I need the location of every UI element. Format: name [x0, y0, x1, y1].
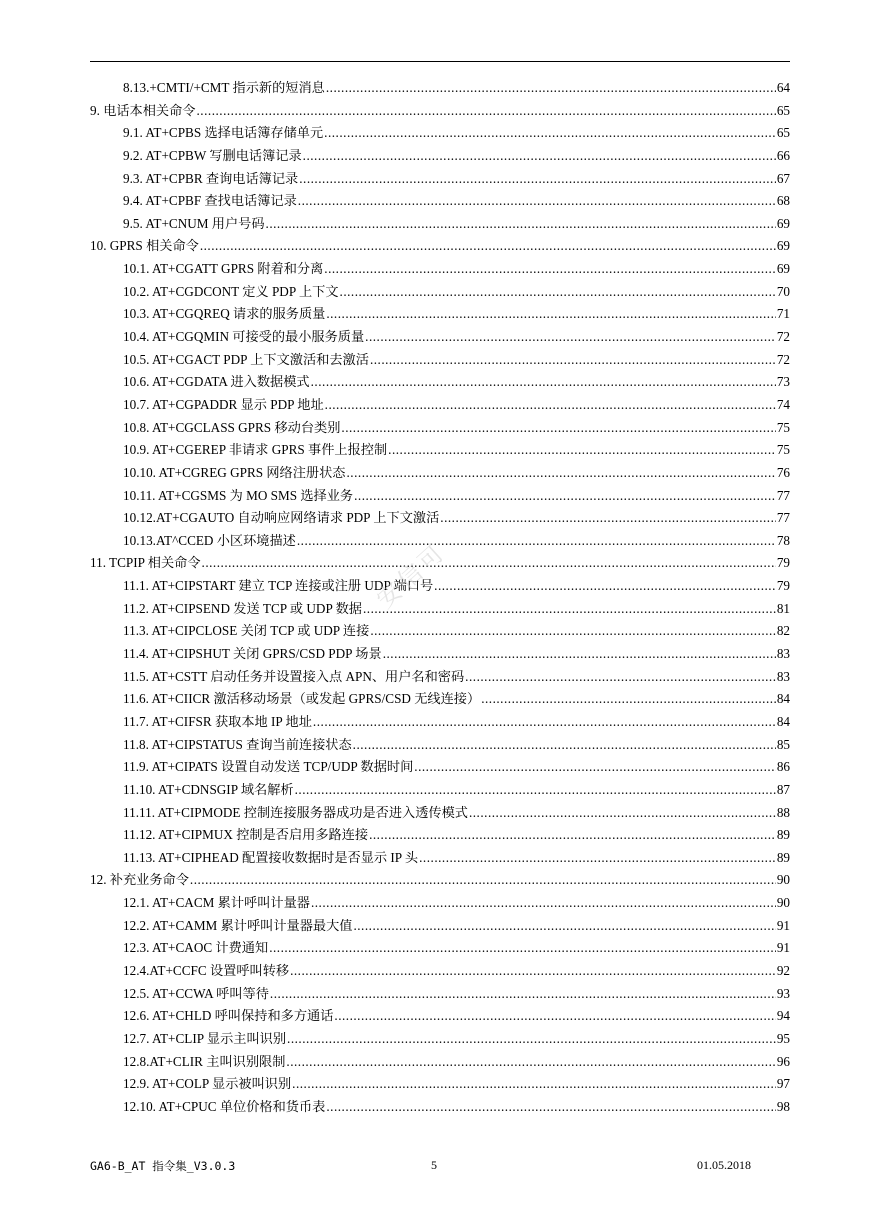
- toc-entry-label: 12.6. AT+CHLD 呼叫保持和多方通话: [123, 1008, 334, 1024]
- toc-leader-dots: [270, 983, 776, 1006]
- toc-entry[interactable]: [90, 847, 790, 870]
- toc-entry-page: 75: [776, 442, 790, 458]
- toc-entry-page: 68: [776, 193, 790, 209]
- toc-entry-page: 91: [776, 917, 790, 933]
- toc-entry-page: 77: [776, 487, 790, 503]
- toc-entry-label: 12.8.AT+CLIR 主叫识别限制: [123, 1053, 286, 1069]
- toc-entry-page: 95: [776, 1030, 790, 1046]
- toc-leader-dots: [311, 892, 776, 915]
- toc-entry-label: 9.3. AT+CPBR 查询电话簿记录: [123, 170, 299, 186]
- toc-entry[interactable]: [90, 349, 790, 372]
- toc-entry-label: 9.4. AT+CPBF 查找电话簿记录: [123, 193, 297, 209]
- toc-entry-label: 11.6. AT+CIICR 激活移动场景（或发起 GPRS/CSD 无线连接）: [123, 691, 481, 707]
- toc-entry-page: 92: [776, 962, 790, 978]
- toc-entry-label: 11.8. AT+CIPSTATUS 查询当前连接状态: [123, 736, 352, 752]
- toc-entry-label: 11.13. AT+CIPHEAD 配置接收数据时是否显示 IP 头: [123, 849, 419, 865]
- watermark: 安信可: [371, 536, 453, 614]
- toc-entry[interactable]: [90, 439, 790, 462]
- toc-entry-page: 67: [776, 170, 790, 186]
- toc-leader-dots: [340, 281, 776, 304]
- toc-entry[interactable]: [90, 1073, 790, 1096]
- toc-leader-dots: [414, 756, 776, 779]
- toc-entry-label: 10.8. AT+CGCLASS GPRS 移动台类别: [123, 419, 341, 435]
- toc-entry-label: 12.1. AT+CACM 累计呼叫计量器: [123, 895, 310, 911]
- toc-entry[interactable]: [90, 394, 790, 417]
- toc-entry-label: 10.3. AT+CGQREQ 请求的服务质量: [123, 306, 326, 322]
- toc-leader-dots: [190, 869, 776, 892]
- toc-leader-dots: [298, 190, 776, 213]
- toc-entry-label: 10.2. AT+CGDCONT 定义 PDP 上下文: [123, 283, 339, 299]
- toc-leader-dots: [365, 326, 776, 349]
- toc-leader-dots: [354, 485, 776, 508]
- toc-entry[interactable]: [90, 145, 790, 168]
- toc-leader-dots: [266, 213, 776, 236]
- toc-entry-label: 12.10. AT+CPUC 单位价格和货币表: [123, 1098, 326, 1114]
- toc-entry-label: 11.11. AT+CIPMODE 控制连接服务器成功是否进入透传模式: [123, 804, 468, 820]
- toc-entry[interactable]: [90, 77, 790, 100]
- toc-entry-label: 11.4. AT+CIPSHUT 关闭 GPRS/CSD PDP 场景: [123, 646, 382, 662]
- toc-entry[interactable]: [90, 1051, 790, 1074]
- toc-leader-dots: [334, 1005, 775, 1028]
- toc-entry[interactable]: [90, 507, 790, 530]
- toc-entry-page: 88: [776, 804, 790, 820]
- toc-leader-dots: [353, 734, 776, 757]
- toc-entry-page: 79: [776, 578, 790, 594]
- toc-entry-page: 78: [776, 532, 790, 548]
- toc-leader-dots: [469, 802, 776, 825]
- toc-entry[interactable]: [90, 802, 790, 825]
- toc-entry-label: 11.1. AT+CIPSTART 建立 TCP 连接或注册 UDP 端口号: [123, 578, 434, 594]
- toc-entry-label: 10.10. AT+CGREG GPRS 网络注册状态: [123, 464, 346, 480]
- toc-entry[interactable]: [90, 485, 790, 508]
- toc-entry-label: 9.5. AT+CNUM 用户号码: [123, 215, 265, 231]
- toc-entry-page: 85: [776, 736, 790, 752]
- toc-entry-label: 10.4. AT+CGQMIN 可接受的最小服务质量: [123, 329, 365, 345]
- toc-entry[interactable]: [90, 190, 790, 213]
- toc-entry-page: 90: [776, 872, 790, 888]
- toc-entry-page: 72: [776, 329, 790, 345]
- toc-entry[interactable]: [90, 575, 790, 598]
- toc-leader-dots: [290, 960, 776, 983]
- toc-entry-page: 74: [776, 396, 790, 412]
- toc-entry-label: 11.9. AT+CIPATS 设置自动发送 TCP/UDP 数据时间: [123, 759, 414, 775]
- toc-entry[interactable]: [90, 326, 790, 349]
- toc-entry-page: 91: [776, 940, 790, 956]
- toc-leader-dots: [419, 847, 776, 870]
- toc-entry-page: 81: [776, 600, 790, 616]
- toc-leader-dots: [299, 168, 776, 191]
- toc-entry-label: 12.3. AT+CAOC 计费通知: [123, 940, 269, 956]
- toc-entry[interactable]: [90, 620, 790, 643]
- toc-leader-dots: [353, 915, 775, 938]
- toc-entry[interactable]: [90, 235, 790, 258]
- footer-date: 01.05.2018: [697, 1158, 751, 1172]
- toc-entry[interactable]: [90, 643, 790, 666]
- toc-entry[interactable]: [90, 122, 790, 145]
- toc-entry-label: 12. 补充业务命令: [90, 872, 189, 888]
- toc-entry[interactable]: [90, 417, 790, 440]
- toc-leader-dots: [370, 349, 776, 372]
- toc-leader-dots: [370, 620, 776, 643]
- toc-entry-page: 87: [776, 781, 790, 797]
- toc-entry[interactable]: [90, 960, 790, 983]
- toc-leader-dots: [292, 1073, 776, 1096]
- toc-entry[interactable]: [90, 100, 790, 123]
- toc-entry-page: 71: [776, 306, 790, 322]
- toc-entry-page: 83: [776, 668, 790, 684]
- toc-entry-label: 10.6. AT+CGDATA 进入数据模式: [123, 374, 310, 390]
- toc-leader-dots: [297, 530, 776, 553]
- toc-leader-dots: [313, 711, 776, 734]
- toc-entry-label: 10.13.AT^CCED 小区环境描述: [123, 532, 296, 548]
- toc-leader-dots: [325, 394, 776, 417]
- toc-entry[interactable]: [90, 371, 790, 394]
- toc-entry[interactable]: [90, 168, 790, 191]
- toc-entry-page: 96: [776, 1053, 790, 1069]
- toc-leader-dots: [341, 417, 775, 440]
- toc-entry-label: 10.12.AT+CGAUTO 自动响应网络请求 PDP 上下文激活: [123, 510, 440, 526]
- toc-entry-label: 11.5. AT+CSTT 启动任务并设置接入点 APN、用户名和密码: [123, 668, 465, 684]
- toc-entry-page: 89: [776, 849, 790, 865]
- toc-entry-label: 12.5. AT+CCWA 呼叫等待: [123, 985, 269, 1001]
- header-rule: [90, 61, 790, 62]
- toc-entry[interactable]: [90, 756, 790, 779]
- toc-leader-dots: [363, 598, 776, 621]
- toc-leader-dots: [200, 235, 776, 258]
- toc-entry[interactable]: [90, 824, 790, 847]
- toc-entry-page: 86: [776, 759, 790, 775]
- toc-leader-dots: [434, 575, 776, 598]
- toc-leader-dots: [197, 100, 776, 123]
- toc-entry-label: 11. TCPIP 相关命令: [90, 555, 201, 571]
- toc-entry-label: 11.7. AT+CIFSR 获取本地 IP 地址: [123, 713, 312, 729]
- toc-entry[interactable]: [90, 1096, 790, 1119]
- toc-entry-page: 94: [776, 1008, 790, 1024]
- toc-entry-label: 10.11. AT+CGSMS 为 MO SMS 选择业务: [123, 487, 354, 503]
- toc-entry-page: 79: [776, 555, 790, 571]
- toc-entry-page: 90: [776, 895, 790, 911]
- toc-entry-page: 83: [776, 646, 790, 662]
- toc-entry-label: 9.2. AT+CPBW 写删电话簿记录: [123, 147, 302, 163]
- toc-entry-page: 66: [776, 147, 790, 163]
- toc-entry-page: 82: [776, 623, 790, 639]
- toc-entry-label: 11.10. AT+CDNSGIP 域名解析: [123, 781, 294, 797]
- toc-leader-dots: [202, 552, 776, 575]
- toc-leader-dots: [465, 666, 776, 689]
- toc-entry-page: 69: [776, 215, 790, 231]
- toc-entry[interactable]: [90, 688, 790, 711]
- toc-entry[interactable]: [90, 983, 790, 1006]
- toc-entry-page: 65: [776, 125, 790, 141]
- toc-entry[interactable]: [90, 869, 790, 892]
- toc-entry-page: 77: [776, 510, 790, 526]
- toc-entry-label: 11.2. AT+CIPSEND 发送 TCP 或 UDP 数据: [123, 600, 362, 616]
- toc-entry[interactable]: [90, 666, 790, 689]
- toc-entry-page: 89: [776, 827, 790, 843]
- table-of-contents: [90, 77, 790, 1118]
- toc-entry-label: 10.1. AT+CGATT GPRS 附着和分离: [123, 261, 324, 277]
- toc-entry-page: 75: [776, 419, 790, 435]
- toc-entry-label: 10.5. AT+CGACT PDP 上下文激活和去激活: [123, 351, 369, 367]
- toc-leader-dots: [324, 258, 776, 281]
- toc-leader-dots: [269, 937, 776, 960]
- toc-leader-dots: [295, 779, 776, 802]
- toc-entry[interactable]: [90, 281, 790, 304]
- toc-entry[interactable]: [90, 734, 790, 757]
- toc-entry-label: 9.1. AT+CPBS 选择电话簿存储单元: [123, 125, 324, 141]
- toc-entry[interactable]: [90, 213, 790, 236]
- toc-entry[interactable]: [90, 711, 790, 734]
- toc-entry-page: 64: [776, 80, 790, 95]
- toc-leader-dots: [286, 1051, 775, 1074]
- toc-entry-page: 93: [776, 985, 790, 1001]
- toc-leader-dots: [369, 824, 776, 847]
- toc-leader-dots: [326, 303, 775, 326]
- toc-entry-label: 9. 电话本相关命令: [90, 102, 196, 118]
- toc-leader-dots: [388, 439, 776, 462]
- toc-entry-page: 76: [776, 464, 790, 480]
- toc-entry-page: 72: [776, 351, 790, 367]
- toc-entry-label: 11.3. AT+CIPCLOSE 关闭 TCP 或 UDP 连接: [123, 623, 370, 639]
- toc-entry[interactable]: [90, 598, 790, 621]
- toc-leader-dots: [303, 145, 776, 168]
- toc-entry-label: 12.9. AT+COLP 显示被叫识别: [123, 1076, 292, 1092]
- toc-leader-dots: [440, 507, 776, 530]
- toc-entry[interactable]: [90, 462, 790, 485]
- toc-entry-page: 84: [776, 713, 790, 729]
- toc-entry[interactable]: [90, 915, 790, 938]
- toc-entry[interactable]: [90, 937, 790, 960]
- toc-leader-dots: [383, 643, 776, 666]
- toc-entry[interactable]: [90, 258, 790, 281]
- toc-entry-label: 10.7. AT+CGPADDR 显示 PDP 地址: [123, 396, 324, 412]
- toc-entry-page: 97: [776, 1076, 790, 1092]
- toc-entry-label: 11.12. AT+CIPMUX 控制是否启用多路连接: [123, 827, 369, 843]
- toc-entry[interactable]: [90, 1028, 790, 1051]
- toc-leader-dots: [326, 77, 776, 100]
- footer-page-number: 5: [431, 1158, 437, 1172]
- toc-leader-dots: [326, 1096, 775, 1119]
- footer-doc-name: GA6-B_AT 指令集_V3.0.3: [90, 1159, 236, 1173]
- toc-entry-page: 84: [776, 691, 790, 707]
- toc-leader-dots: [311, 371, 776, 394]
- toc-entry[interactable]: [90, 779, 790, 802]
- toc-entry-page: 65: [776, 102, 790, 118]
- toc-entry-label: 10.9. AT+CGEREP 非请求 GPRS 事件上报控制: [123, 442, 388, 458]
- toc-entry-page: 70: [776, 283, 790, 299]
- toc-entry-label: 10. GPRS 相关命令: [90, 238, 199, 254]
- toc-entry[interactable]: [90, 303, 790, 326]
- toc-entry-label: 12.7. AT+CLIP 显示主叫识别: [123, 1030, 287, 1046]
- toc-entry-page: 98: [776, 1098, 790, 1114]
- toc-leader-dots: [347, 462, 776, 485]
- toc-leader-dots: [324, 122, 776, 145]
- toc-entry[interactable]: [90, 892, 790, 915]
- toc-leader-dots: [287, 1028, 776, 1051]
- toc-entry[interactable]: [90, 1005, 790, 1028]
- toc-entry-label: 12.4.AT+CCFC 设置呼叫转移: [123, 962, 290, 978]
- toc-entry-label: 12.2. AT+CAMM 累计呼叫计量器最大值: [123, 917, 353, 933]
- toc-entry-page: 73: [776, 374, 790, 390]
- toc-entry-label: 8.13.+CMTI/+CMT 指示新的短消息: [123, 80, 325, 95]
- toc-leader-dots: [481, 688, 776, 711]
- toc-entry-page: 69: [776, 261, 790, 277]
- toc-entry-page: 69: [776, 238, 790, 254]
